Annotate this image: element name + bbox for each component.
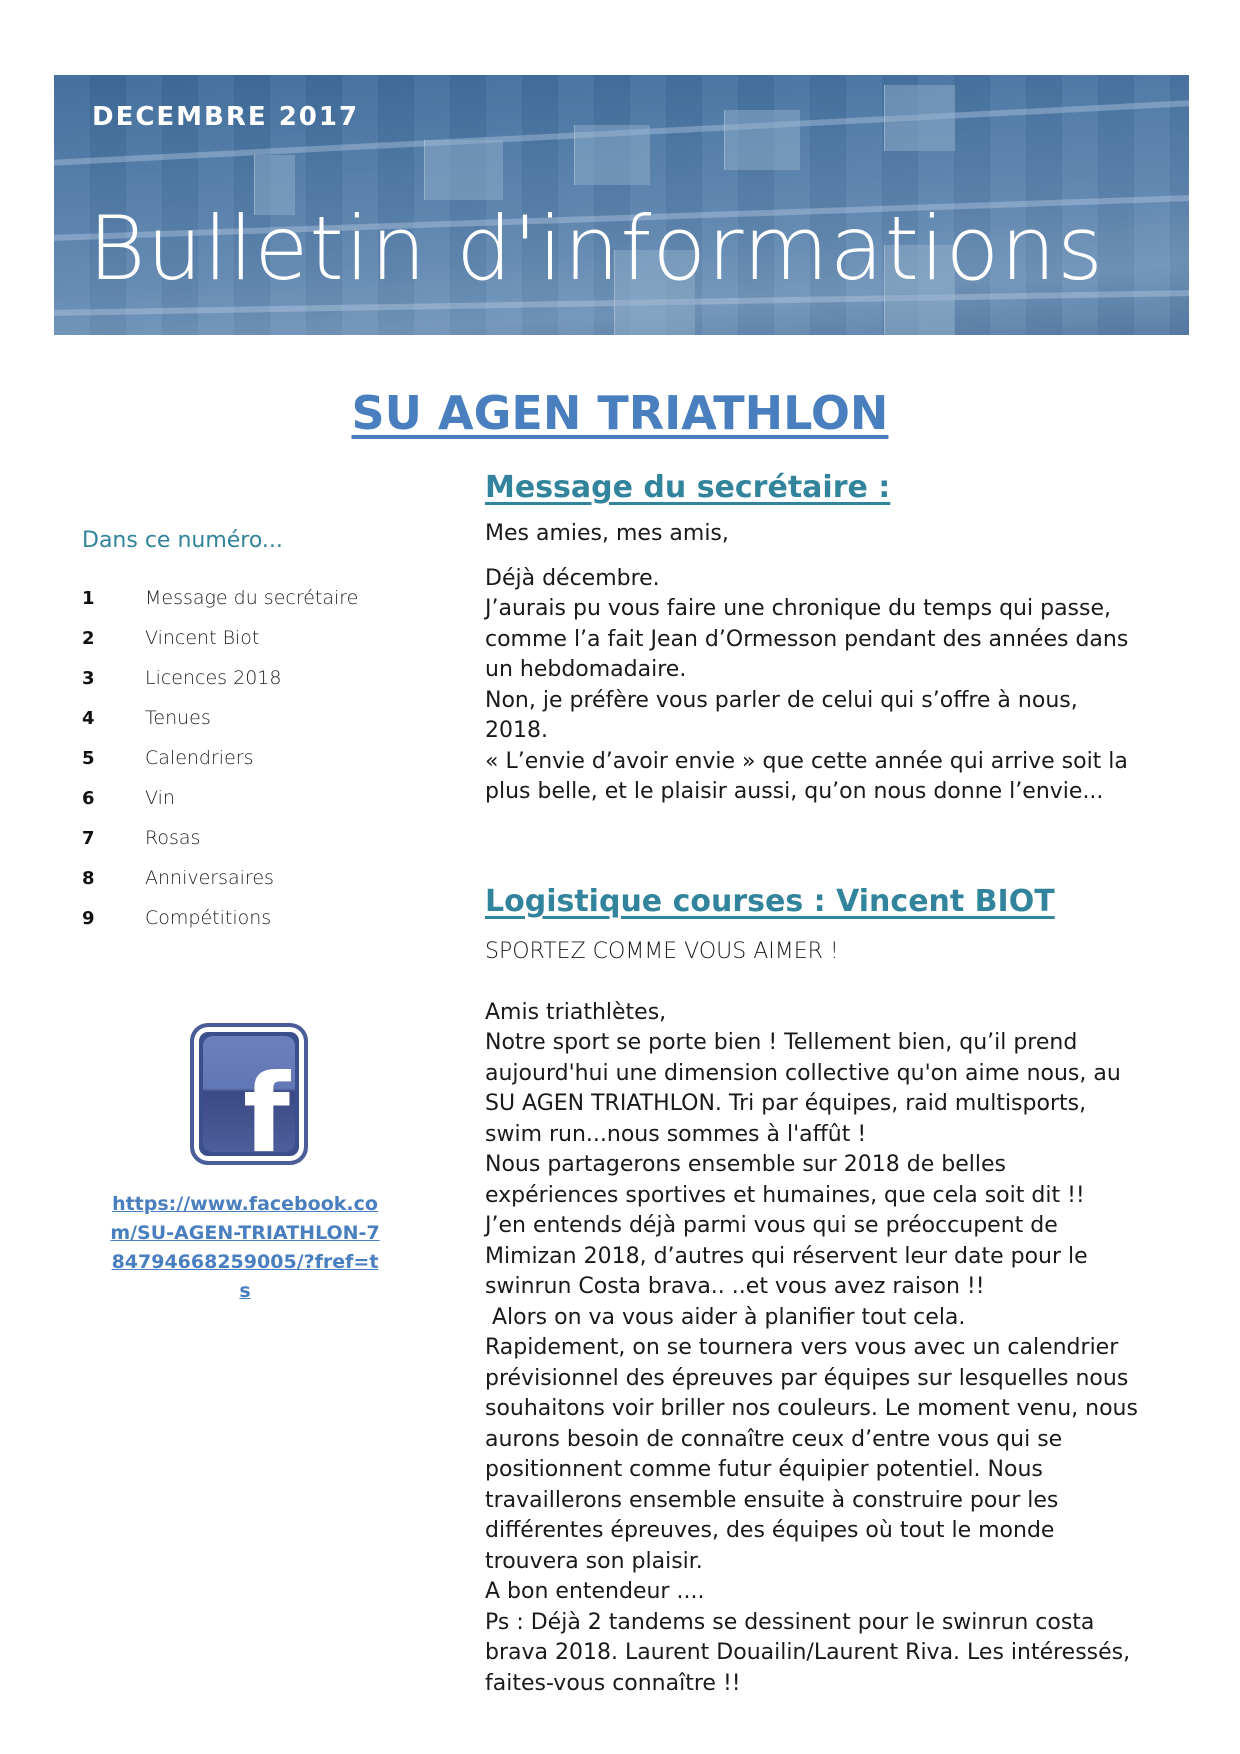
banner-decoration [724,110,800,170]
banner-decoration [424,140,503,200]
paragraph: J’en entends déjà parmi vous qui se préoccupent de Mimizan 2018, d’autres qui réservent leur date pour le swinrun Costa brava.. ..et vous avez raison !! [485,1213,1088,1299]
paragraph: Amis triathlètes, [485,999,667,1025]
paragraph: A bon entendeur .... [485,1579,705,1604]
section-logistics [485,884,1145,1699]
toc-label: Tenues [145,707,211,729]
toc-item[interactable] [82,658,358,698]
paragraph: Nous partagerons ensemble sur 2018 de belles expériences sportives et humaines, que cela soit dit !! [485,1152,1085,1208]
toc-number: 5 [82,747,95,769]
paragraph: Déjà décembre. [485,565,660,591]
facebook-link[interactable]: https://www.facebook.com/SU-AGEN-TRIATHLON-784794668259005/?fref=ts [110,1193,380,1302]
issue-date: DECEMBRE 2017 [92,102,360,132]
toc-item[interactable] [82,858,358,898]
toc-number: 2 [82,627,95,649]
paragraph: Mes amies, mes amis, [485,521,729,546]
toc-item[interactable] [82,898,358,938]
toc-number: 9 [82,907,95,929]
toc-number: 4 [82,707,95,729]
facebook-icon[interactable] [190,1023,308,1165]
toc-label: Rosas [145,827,201,849]
toc-item[interactable] [82,618,358,658]
section-subtitle: SPORTEZ COMME VOUS AIMER ! [485,939,839,964]
toc-label: Vincent Biot [145,627,260,649]
banner-decoration [574,125,650,185]
toc-number: 3 [82,667,95,689]
table-of-contents [82,578,358,938]
banner-decoration [884,85,955,151]
toc-number: 6 [82,787,95,809]
toc-item[interactable] [82,738,358,778]
paragraph: Alors on va vous aider à planifier tout cela. [485,1304,966,1330]
toc-item[interactable] [82,698,358,738]
section-title: Message du secrétaire : [485,470,891,505]
paragraph: Ps : Déjà 2 tandems se dessinent pour le swinrun costa brava 2018. Laurent Douailin/Laurent Riva. Les intéressés, faites-vous connaître !! [485,1609,1131,1696]
facebook-f-glyph: f [243,1052,290,1165]
toc-number: 1 [82,587,95,609]
toc-number: 7 [82,827,95,849]
toc-label: Message du secrétaire [145,587,359,609]
toc-label: Vin [145,787,175,809]
toc-title: Dans ce numéro... [82,528,283,553]
toc-label: Licences 2018 [145,667,282,689]
header-banner [54,75,1189,335]
paragraph: Non, je préfère vous parler de celui qui s’offre à nous, 2018. [485,687,1078,743]
section-secretary-message [485,470,1145,808]
paragraph: Notre sport se porte bien ! Tellement bien, qu’il prend aujourd'hui une dimension collective qu'on aime nous, au SU AGEN TRIATHLON. Tri par équipes, raid multisports, swim run...nous sommes à l'affût ! [485,1030,1121,1147]
paragraph: « L’envie d’avoir envie » que cette année qui arrive soit la plus belle, et le plaisir aussi, qu’on nous donne l’envie... [485,748,1128,804]
toc-item[interactable] [82,778,358,818]
paragraph: Rapidement, on se tournera vers vous avec un calendrier prévisionnel des épreuves par équipes sur lesquelles nous souhaitons voir briller nos couleurs. Le moment venu, nous aurons besoin de connaître ceux d’entre vous qui se positionnent comme futur équipier potentiel. Nous travaillerons ensemble ensuite à construire pour les différentes épreuves, des équipes où tout le monde trouvera son plaisir. [485,1335,1138,1574]
toc-number: 8 [82,867,95,889]
club-title: SU AGEN TRIATHLON [351,386,889,440]
toc-item[interactable] [82,818,358,858]
toc-label: Calendriers [145,747,254,769]
toc-item[interactable] [82,578,358,618]
bulletin-title: Bulletin d'informations [88,197,1104,300]
paragraph: J’aurais pu vous faire une chronique du temps qui passe, comme l’a fait Jean d’Ormesson pendant des années dans un hebdomadaire. [485,596,1129,682]
toc-label: Anniversaires [145,867,274,889]
section-title: Logistique courses : Vincent BIOT [485,884,1055,919]
toc-label: Compétitions [145,907,272,929]
